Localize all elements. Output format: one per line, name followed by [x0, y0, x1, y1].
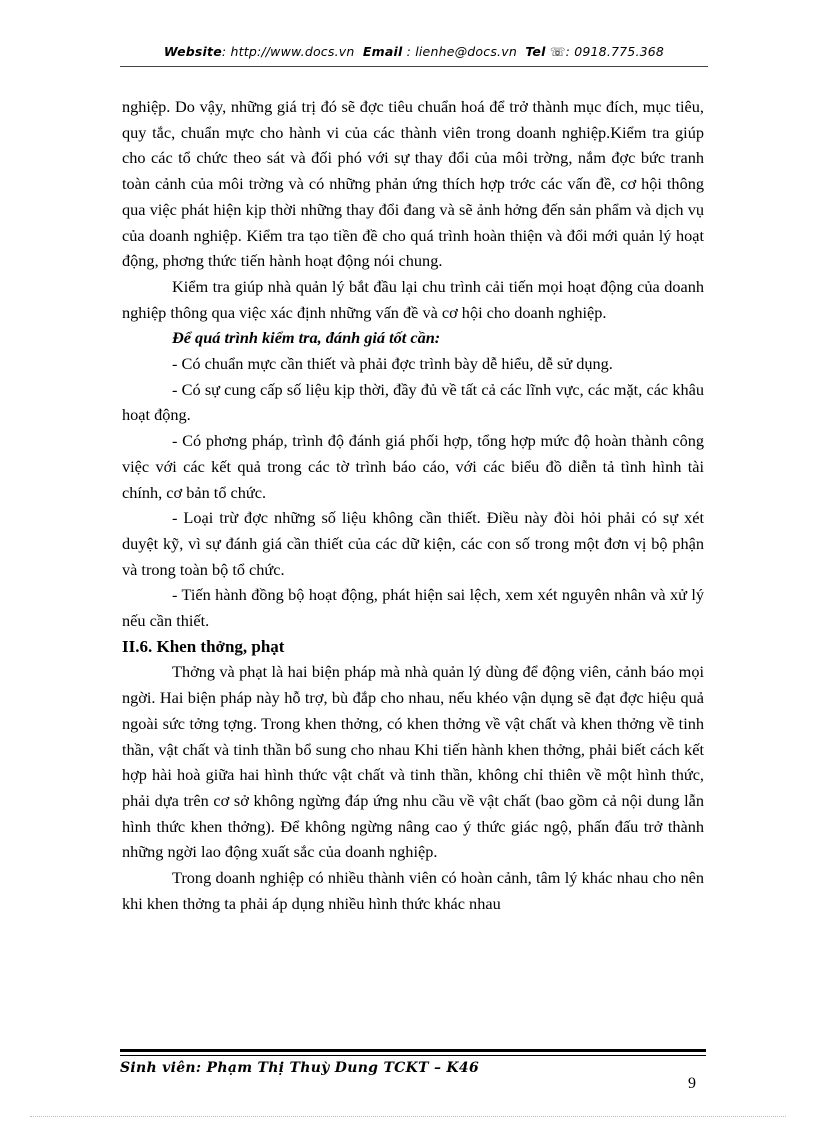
email-value: : lienhe@docs.vn — [406, 44, 517, 59]
document-body — [122, 94, 704, 917]
footer-rule-thin — [120, 1055, 706, 1056]
page-number: 9 — [688, 1075, 696, 1092]
tel-value: : 0918.775.368 — [565, 44, 665, 59]
paragraph-2: Kiểm tra giúp nhà quản lý bắt đầu lại chu trình cải tiến mọi hoạt động của doanh nghiệp thông qua việc xác định những vấn đề và cơ hội cho doanh nghiệp. — [122, 276, 704, 322]
website-value: : http://www.docs.vn — [221, 44, 355, 59]
phone-icon: ☏ — [549, 44, 566, 59]
bullet-item-4: - Loại trừ đợc những số liệu không cần thiết. Điều này đòi hỏi phải có sự xét duyệt kỹ, vì sự đánh giá cần thiết của các dữ kiện, các con số trong một đơn vị bộ phận và trong toàn bộ tổ chức. — [122, 508, 704, 579]
section-heading: II.6. Khen thởng, phạt — [122, 636, 285, 656]
website-label: Website — [163, 44, 222, 59]
paragraph-1: nghiệp. Do vậy, những giá trị đó sẽ đợc tiêu chuẩn hoá để trở thành mục đích, mục tiêu, quy tắc, chuẩn mực cho hành vi của các thành viên trong doanh nghiệp.Kiểm tra giúp cho các tổ chức theo sát và đối phó với sự thay đổi của môi trờng, nắm đợc bức tranh toàn cảnh của môi trờng và có những phản ứng thích hợp trớc các vấn đề, cơ hội thông qua việc phát hiện kịp thời những thay đổi đang và sẽ ảnh hởng đến sản phẩm và dịch vụ của doanh nghiệp. Kiểm tra tạo tiền đề cho quá trình hoàn thiện và đổi mới quản lý hoạt động, phơng thức tiến hành hoạt động nói chung. — [122, 97, 704, 271]
email-label: Email — [362, 44, 403, 59]
bullet-item-2: - Có sự cung cấp số liệu kịp thời, đầy đủ về tất cả các lĩnh vực, các mặt, các khâu hoạt động. — [122, 379, 704, 425]
tel-label: Tel — [525, 44, 546, 59]
footer-student-line: Sinh viên: Phạm Thị Thuỳ Dung TCKT – K46 — [120, 1060, 479, 1076]
paragraph-4: Trong doanh nghiệp có nhiều thành viên có hoàn cảnh, tâm lý khác nhau cho nên khi khen thởng ta phải áp dụng nhiều hình thức khác nhau — [122, 868, 704, 913]
bottom-dotted-line — [30, 1116, 786, 1117]
bullet-item-5: - Tiến hành đồng bộ hoạt động, phát hiện sai lệch, xem xét nguyên nhân và xử lý nếu cần thiết. — [122, 585, 704, 631]
page-header — [120, 44, 708, 59]
bullet-item-3: - Có phơng pháp, trình độ đánh giá phối hợp, tổng hợp mức độ hoàn thành công việc với các kết quả trong các tờ trình báo cáo, với các biểu đồ diễn tả tình hình tài chính, cơ bản tổ chức. — [122, 431, 704, 502]
footer-rule-thick — [120, 1049, 706, 1052]
bullet-item-1: - Có chuẩn mực cần thiết và phải đợc trình bày dễ hiểu, dễ sử dụng. — [172, 354, 613, 374]
subheading: Để quá trình kiểm tra, đánh giá tốt cần: — [172, 328, 441, 348]
paragraph-3: Thởng và phạt là hai biện pháp mà nhà quản lý dùng để động viên, cảnh báo mọi ngời. Hai biện pháp này hỗ trợ, bù đắp cho nhau, nếu khéo vận dụng sẽ đạt đợc hiệu quả ngoài sức tởng tợng. Trong khen thởng, có khen thởng về vật chất và khen thởng về tinh thần, vật chất và tinh thần bổ sung cho nhau Khi tiến hành khen thởng, phải biết cách kết hợp hài hoà giữa hai hình thức vật chất và tinh thần, không chỉ thiên về một hình thức, phải dựa trên cơ sở không ngừng đáp ứng nhu cầu về vật chất (bao gồm cả nội dung lẫn hình thức khen thởng). Để không ngừng nâng cao ý thức giác ngộ, phấn đấu trở thành những ngời lao động xuất sắc của doanh nghiệp. — [122, 662, 704, 862]
header-rule — [120, 66, 708, 67]
